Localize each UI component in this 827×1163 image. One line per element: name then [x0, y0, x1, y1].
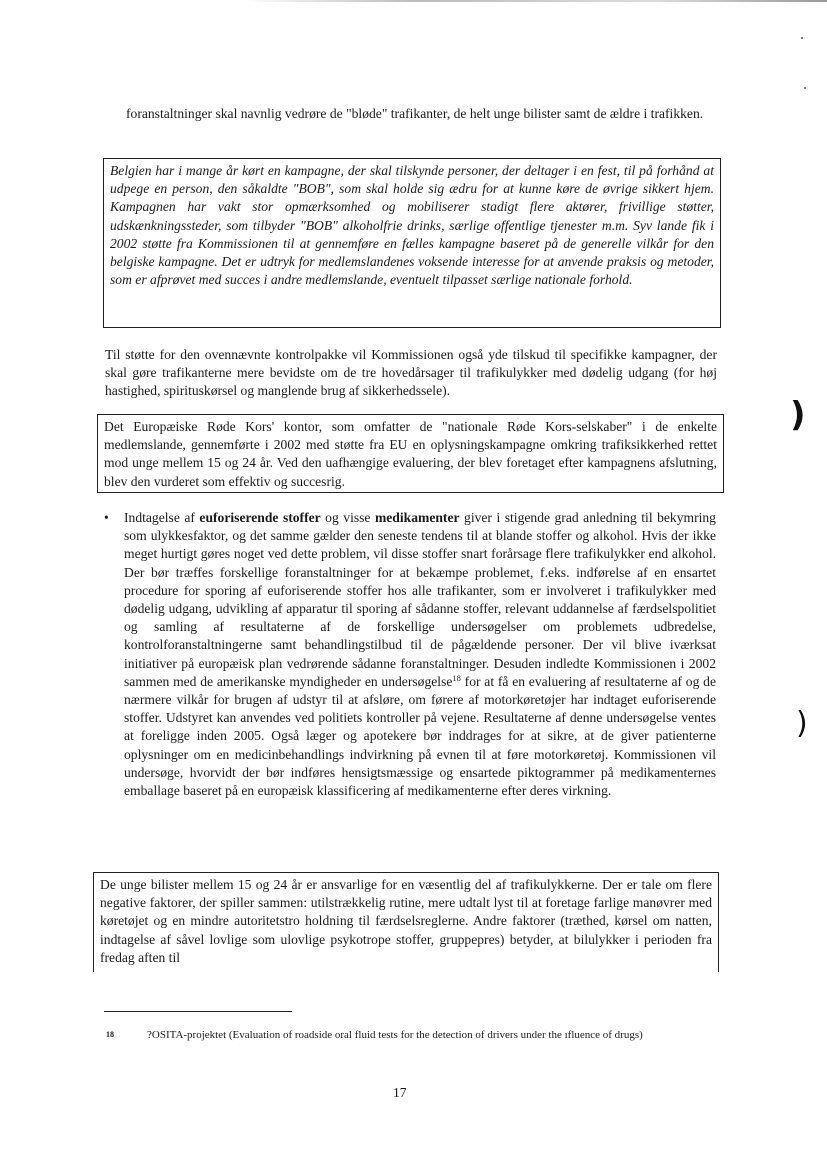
- bullet-bold-medicines: medikamenter: [374, 510, 460, 525]
- footnote-separator: [104, 1011, 292, 1012]
- bullet-text-part: Indtagelse af: [124, 510, 200, 525]
- footnote-text: ?OSITA-projektet (Evaluation of roadside oral fluid tests for the detection of drivers under the ıfluence of drugs): [147, 1029, 643, 1041]
- scan-speck: [801, 37, 803, 39]
- bullet-text-part: for at få en evaluering af resultaterne af og de nærmere vilkår for brugen af udstyr til at afsløre, om førere af motorkøretøjer har indtaget euforiserende stoffer. Udstyret kan anvendes ved politiets kontroller på vejene. Resultaterne af denne undersøgelse ventes at foreligge inden 2005. Også læger og apotekere bør inddrages for at sikre, at de giver patienterne oplysninger om en medicinbehandlings indvirkning på evnen til at føre motorkøretøj. Kommissionen vil undersøge, hvorvidt der bør indføres hensigtsmæssige og ensartede piktogrammer på medikamenternes emballage baseret på en europæisk klassificering af medikamenterne efter deres virkning.: [124, 673, 716, 799]
- footnote-reference[interactable]: 18: [452, 672, 461, 683]
- bullet-drugs-medicines: [104, 509, 716, 800]
- punch-hole-mark: ): [796, 706, 808, 741]
- bullet-text-part: og visse: [320, 510, 375, 525]
- scan-speck: [804, 87, 806, 89]
- bullet-text: [124, 509, 716, 800]
- support-paragraph: Til støtte for den ovennævnte kontrolpakke vil Kommissionen også yde tilskud til specifikke kampagner, der skal gøre trafikanterne mere bevidste om de tre hovedårsager til trafikulykker med dødelig udgang (for høj hastighed, spirituskørsel og manglende brug af sikkerhedsselе).: [105, 347, 717, 399]
- red-cross-box: [97, 414, 724, 493]
- page-number: 17: [393, 1085, 407, 1100]
- bullet-text-part: giver i stigende grad anledning til bekymring som ulykkesfaktor, og det samme gælder den seneste tendens til at blande stoffer og alkohol. Hvis der ikke meget hurtigt gøres noget ved dette problem, vil disse stoffer snart forårsage flere trafikulykker end alkohol. Der bør træffes forskellige foranstaltninger for at bekæmpe problemet, f.eks. indførelse af en ensartet procedure for sporing af euforiserende stoffer hos alle trafikanter, som er involveret i trafikulykker med dødelig udgang, udvikling af apparatur til sporing af sådanne stoffer, relevant uddannelse af færdselspolitiet og samling af resultaterne af de forskellige undersøgelser om problemets udbredelse, kontrolforanstaltningerne samt behandlingstilbud til de pågældende personer. Der vil blive iværksat initiativer på europæisk plan vedrørende sådanne foranstaltninger. Desuden indledte Kommissionen i 2002 sammen med de amerikanske myndigheder en undersøgelse: [124, 510, 716, 689]
- punch-hole-mark: ): [790, 395, 806, 435]
- footnote: [106, 1028, 710, 1042]
- young-drivers-box: [93, 872, 719, 972]
- red-cross-text: Det Europæiske Røde Kors' kontor, som omfatter de "nationale Røde Kors-selskaber" i de enkelte medlemslande, gennemførte i 2002 med støtte fra EU en oplysningskampagne omkring trafiksikkerhed rettet mod unge mellem 15 og 24 år. Ved den uafhængige evaluering, der blev foretaget efter kampagnens afslutning, blev den vurderet som effektiv og succesrig.: [104, 419, 717, 489]
- bullet-point-icon: •: [104, 510, 109, 525]
- young-drivers-text: De unge bilister mellem 15 og 24 år er ansvarlige for en væsentlig del af trafikulykkerne. Der er tale om flere negative faktorer, der spiller sammen: utilstrækkelig rutine, mere udtalt lyst til at foretage farlige manøvrer med køretøjet og en mindre autoritetstro holdning til færdselsreglerne. Andre faktorer (træthed, kørsel om natten, indtagelse af såvel lovlige som ulovlige psykotrope stoffer, gruppepres) betyder, at bilulykker i perioden fra fredag aften til: [100, 877, 712, 965]
- scan-edge: [240, 0, 827, 2]
- intro-paragraph: foranstaltninger skal navnlig vedrøre de "bløde" trafikanter, de helt unge bilister samt de ældre i trafikken.: [126, 106, 704, 121]
- footnote-number: 18: [106, 1030, 114, 1039]
- belgium-campaign-text: Belgien har i mange år kørt en kampagne, der skal tilskynde personer, der deltager i en fest, til på forhånd at udpege en person, den såkaldte "BOB", som skal holde sig ædru for at kunne køre de øvrige sikkert hjem. Kampagnen har vakt stor opmærksomhed og mobiliserer stadigt flere aktører, frivillige støtter, udskænkningssteder, som tilbyder "BOB" alkoholfrie drinks, særlige offentlige tjenester m.m. Syv lande fik i 2002 støtte fra Kommissionen til at gennemføre en fælles kampagne baseret på de generelle vilkår for den belgiske kampagne. Det er udtryk for medlemslandenes voksende interesse for at anvende praksis og metoder, som er afprøvet med succes i andre medlemslande, eventuelt tilpasset særlige nationale forhold.: [110, 163, 714, 288]
- belgium-campaign-box: [103, 158, 721, 328]
- bullet-bold-drugs: euforiserende stoffer: [199, 510, 321, 525]
